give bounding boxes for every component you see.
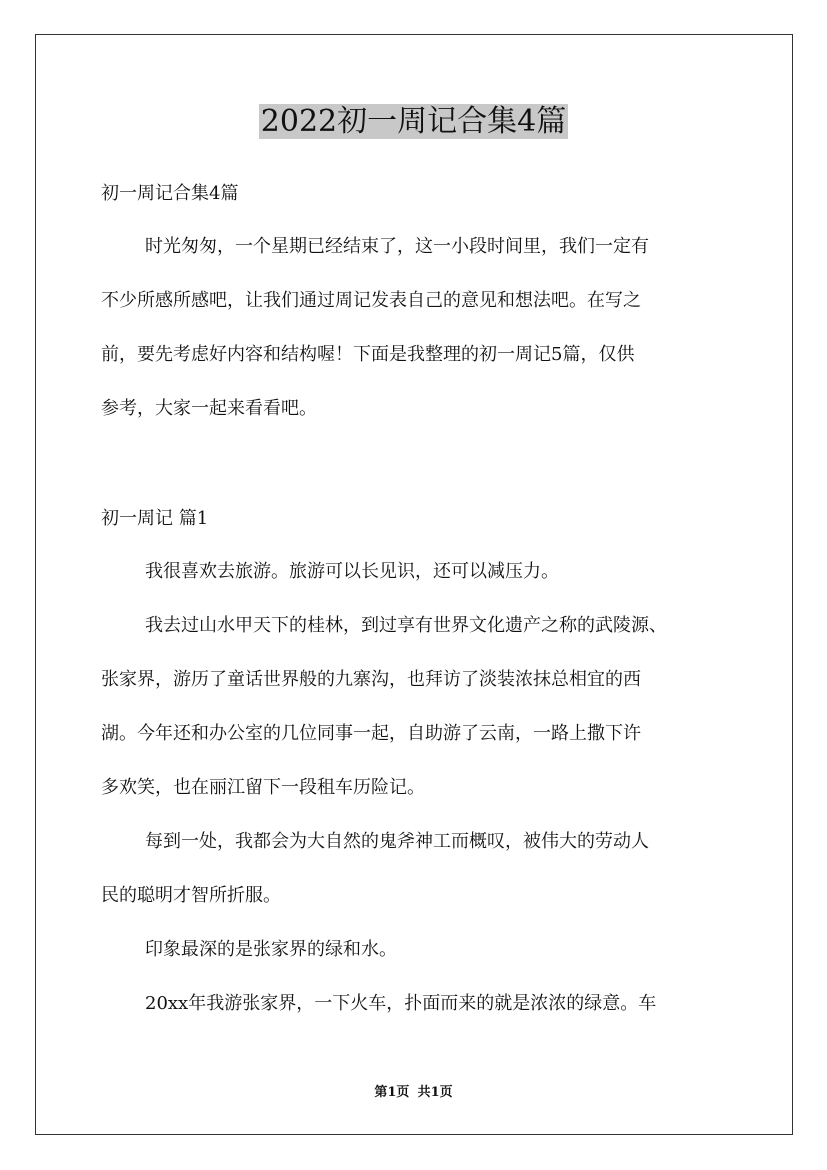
intro-paragraph — [101, 232, 731, 448]
document-title — [0, 100, 827, 144]
page-number: 第1页 — [374, 1085, 410, 1100]
body-line: 20xx年我游张家界，一下火车，扑面而来的就是浓浓的绿意。车 — [145, 993, 657, 1014]
body-line: 民的聪明才智所折服。 — [101, 885, 281, 906]
body-line: 湖。今年还和办公室的几位同事一起，自助游了云南，一路上撒下许 — [101, 723, 641, 744]
document-subtitle: 初一周记合集4篇 — [101, 183, 239, 204]
intro-line: 参考，大家一起来看看吧。 — [101, 398, 317, 419]
section-heading: 初一周记 篇1 — [101, 508, 209, 529]
intro-line: 前，要先考虑好内容和结构喔！下面是我整理的初一周记5篇，仅供 — [101, 344, 635, 365]
intro-line: 时光匆匆，一个星期已经结束了，这一小段时间里，我们一定有 — [145, 236, 649, 257]
intro-line: 不少所感所感吧，让我们通过周记发表自己的意见和想法吧。在写之 — [101, 290, 641, 311]
section-body — [101, 557, 731, 1043]
body-line: 张家界，游历了童话世界般的九寨沟，也拜访了淡装浓抹总相宜的西 — [101, 669, 641, 690]
page-total: 共1页 — [417, 1085, 453, 1100]
body-line: 多欢笑，也在丽江留下一段租车历险记。 — [101, 777, 425, 798]
document-title-text: 2022初一周记合集4篇 — [260, 104, 567, 139]
body-line: 每到一处，我都会为大自然的鬼斧神工而概叹，被伟大的劳动人 — [145, 831, 649, 852]
body-line: 我去过山水甲天下的桂林，到过享有世界文化遗产之称的武陵源、 — [145, 615, 667, 636]
page-footer — [0, 1084, 827, 1102]
body-line: 我很喜欢去旅游。旅游可以长见识，还可以减压力。 — [145, 561, 559, 582]
body-line: 印象最深的是张家界的绿和水。 — [145, 939, 397, 960]
